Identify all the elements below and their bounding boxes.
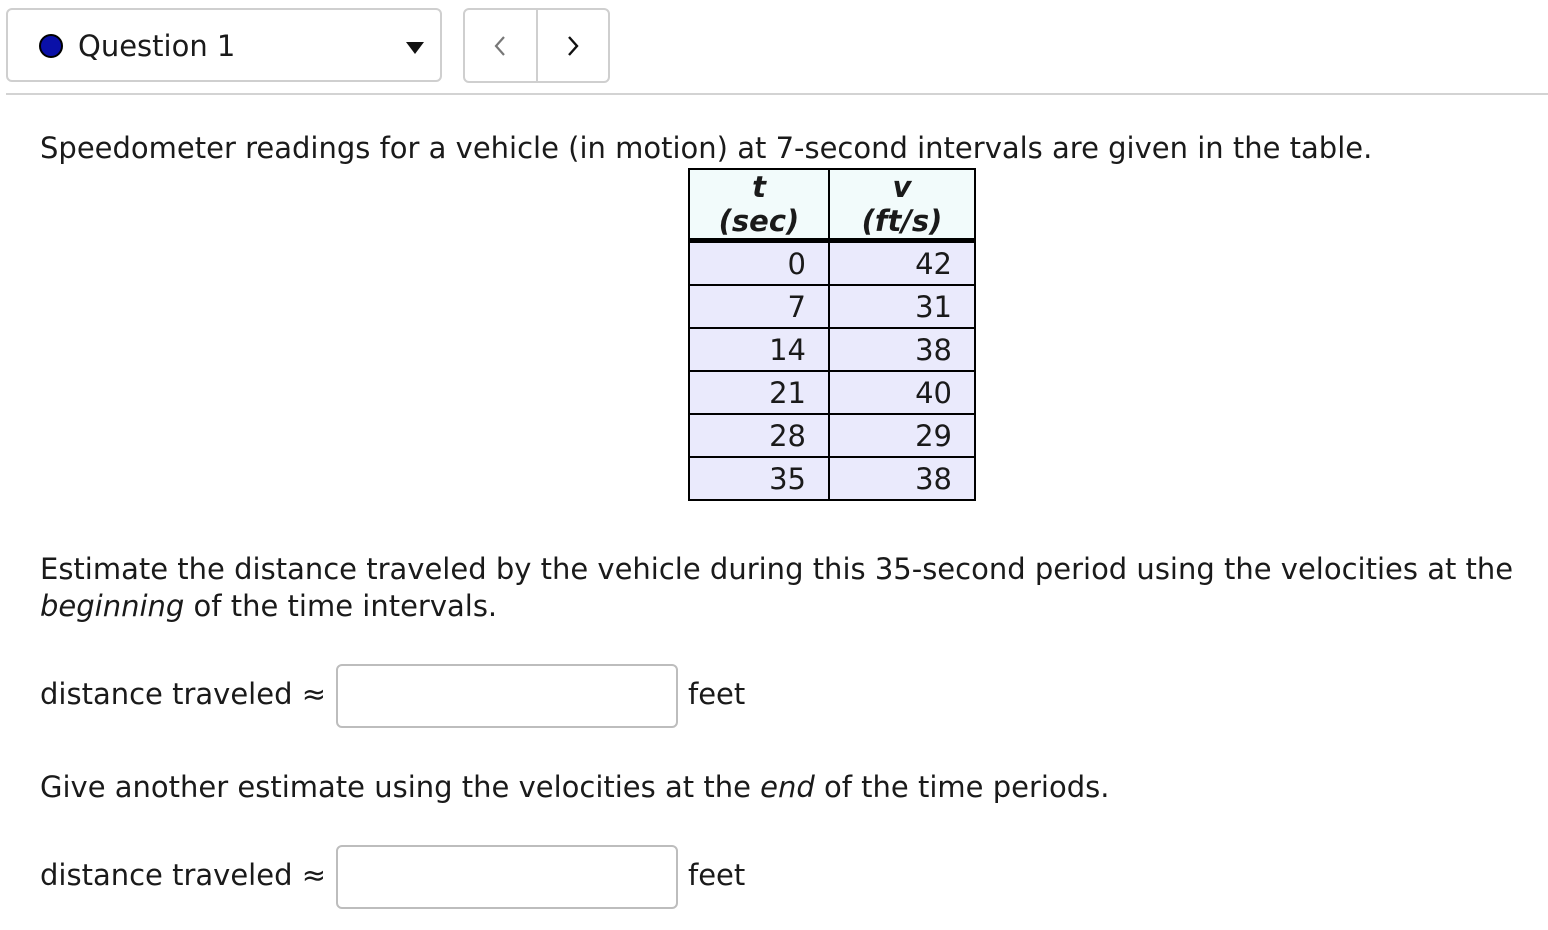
part2-distance-input[interactable] <box>336 845 678 909</box>
previous-question-button[interactable] <box>465 10 536 81</box>
velocity-cell: 38 <box>829 328 975 371</box>
question-header <box>0 0 1548 95</box>
time-cell: 14 <box>689 328 829 371</box>
time-cell: 0 <box>689 241 829 286</box>
table-row <box>689 241 975 286</box>
time-cell: 35 <box>689 457 829 500</box>
question-nav <box>463 8 610 83</box>
velocity-cell: 42 <box>829 241 975 286</box>
velocity-cell: 31 <box>829 285 975 328</box>
velocity-cell: 38 <box>829 457 975 500</box>
table-row <box>689 328 975 371</box>
part2-answer-label: distance traveled ≈ <box>40 858 326 892</box>
table-row <box>689 414 975 457</box>
part1-unit-label: feet <box>688 677 746 711</box>
part1-distance-input[interactable] <box>336 664 678 728</box>
velocity-cell: 29 <box>829 414 975 457</box>
question-selector[interactable] <box>6 8 442 82</box>
speed-table <box>688 168 976 501</box>
part1-answer-label: distance traveled ≈ <box>40 677 326 711</box>
chevron-left-icon <box>493 34 507 58</box>
chevron-right-icon <box>566 34 580 58</box>
table-row <box>689 285 975 328</box>
part2-instructions: Give another estimate using the velocities at the end of the time periods. <box>40 770 1110 804</box>
caret-down-icon <box>406 42 424 54</box>
question-label: Question 1 <box>78 29 236 63</box>
time-cell: 21 <box>689 371 829 414</box>
table-header-row <box>689 169 975 241</box>
time-cell: 7 <box>689 285 829 328</box>
table-header-velocity: v (ft/s) <box>829 169 975 241</box>
part1-instructions: Estimate the distance traveled by the vehicle during this 35-second period using the velocities at the beginning of the time intervals. <box>40 552 1514 623</box>
problem-intro: Speedometer readings for a vehicle (in motion) at 7-second intervals are given in the table. <box>40 131 1373 165</box>
part2-unit-label: feet <box>688 858 746 892</box>
velocity-cell: 40 <box>829 371 975 414</box>
next-question-button[interactable] <box>536 10 609 81</box>
table-row <box>689 457 975 500</box>
time-cell: 28 <box>689 414 829 457</box>
table-header-time: t (sec) <box>689 169 829 241</box>
table-row <box>689 371 975 414</box>
header-divider <box>6 93 1548 95</box>
question-status-dot-icon <box>39 34 63 58</box>
